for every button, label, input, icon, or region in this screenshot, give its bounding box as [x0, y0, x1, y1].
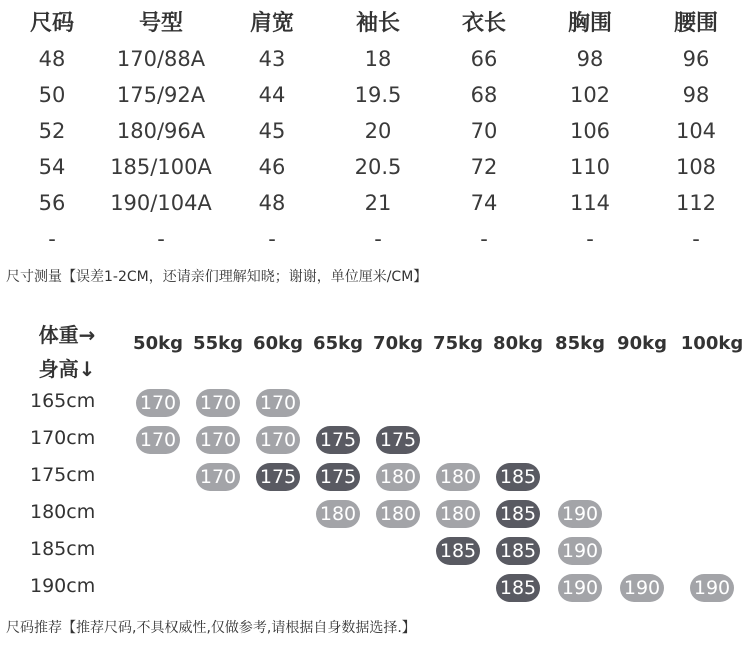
table-cell: 190/104A — [110, 191, 212, 215]
table-cell: 19.5 — [354, 83, 402, 107]
size-table-header — [0, 6, 750, 42]
table-row — [0, 149, 750, 185]
table-cell: 48 — [258, 191, 286, 215]
size-pill: 170 — [196, 389, 240, 417]
size-pill: 190 — [558, 500, 602, 528]
table-cell: 20.5 — [354, 155, 402, 179]
height-label: 170cm — [30, 427, 96, 449]
table-cell: 48 — [38, 47, 66, 71]
table-cell: 44 — [258, 83, 286, 107]
weight-header: 80kg — [493, 333, 543, 354]
height-label: 190cm — [30, 575, 96, 597]
table-cell: 175/92A — [116, 83, 206, 107]
table-cell: - — [268, 227, 276, 251]
table-cell: 180/96A — [116, 119, 206, 143]
table-cell: 112 — [675, 191, 717, 215]
height-label: 185cm — [30, 538, 96, 560]
size-pill: 180 — [436, 500, 480, 528]
table-row — [0, 41, 750, 77]
table-cell: 96 — [682, 47, 710, 71]
table-row — [0, 185, 750, 221]
table-cell: 43 — [258, 47, 286, 71]
size-pill: 175 — [376, 426, 420, 454]
size-pill: 180 — [376, 463, 420, 491]
table-cell: 20 — [364, 119, 392, 143]
table-row — [0, 113, 750, 149]
size-pill: 185 — [436, 537, 480, 565]
table-cell: 46 — [258, 155, 286, 179]
size-pill: 180 — [316, 500, 360, 528]
size-pill: 185 — [496, 500, 540, 528]
size-pill: 190 — [620, 574, 664, 602]
table-cell: 98 — [576, 47, 604, 71]
size-table-note: 尺寸测量【误差1-2CM，还请亲们理解知晓；谢谢，单位厘米/CM】 — [6, 269, 428, 285]
weight-header: 100kg — [680, 333, 744, 354]
table-cell: - — [48, 227, 56, 251]
recommend-note: 尺码推荐【推荐尺码,不具权威性,仅做参考,请根据自身数据选择.】 — [6, 620, 416, 636]
header-spec: 号型 — [138, 11, 183, 36]
weight-header: 85kg — [555, 333, 605, 354]
size-pill: 170 — [136, 426, 180, 454]
table-cell: - — [157, 227, 165, 251]
table-cell: 66 — [470, 47, 498, 71]
size-pill: 170 — [136, 389, 180, 417]
axis-legend — [22, 318, 112, 386]
size-pill: 170 — [196, 463, 240, 491]
table-cell: 98 — [682, 83, 710, 107]
table-cell: - — [480, 227, 488, 251]
table-cell: 102 — [569, 83, 611, 107]
table-row — [0, 221, 750, 257]
weight-header: 60kg — [253, 333, 303, 354]
height-label: 175cm — [30, 464, 96, 486]
table-cell: 21 — [364, 191, 392, 215]
table-cell: 72 — [470, 155, 498, 179]
size-pill: 190 — [558, 537, 602, 565]
height-label: 165cm — [30, 390, 96, 412]
size-pill: 185 — [496, 537, 540, 565]
weight-header: 50kg — [133, 333, 183, 354]
size-pill: 170 — [256, 426, 300, 454]
weight-header: 55kg — [193, 333, 243, 354]
table-cell: 106 — [569, 119, 611, 143]
size-pill: 180 — [376, 500, 420, 528]
table-cell: - — [586, 227, 594, 251]
header-shoulder: 肩宽 — [249, 11, 294, 36]
table-cell: 74 — [470, 191, 498, 215]
size-pill: 175 — [316, 426, 360, 454]
table-cell: 52 — [38, 119, 66, 143]
size-pill: 175 — [316, 463, 360, 491]
weight-header: 75kg — [433, 333, 483, 354]
size-pill: 185 — [496, 574, 540, 602]
size-pill: 180 — [436, 463, 480, 491]
header-waist: 腰围 — [673, 11, 718, 36]
size-pill: 175 — [256, 463, 300, 491]
table-cell: 170/88A — [116, 47, 206, 71]
size-pill: 170 — [196, 426, 240, 454]
axis-weight-label: 体重→ — [38, 323, 96, 347]
header-sleeve: 袖长 — [355, 11, 400, 36]
height-label: 180cm — [30, 501, 96, 523]
weight-header: 90kg — [617, 333, 667, 354]
weight-header: 70kg — [373, 333, 423, 354]
table-cell: - — [692, 227, 700, 251]
axis-height-label: 身高↓ — [38, 357, 96, 381]
table-cell: 50 — [38, 83, 66, 107]
table-cell: 54 — [38, 155, 66, 179]
table-cell: 114 — [569, 191, 611, 215]
table-cell: 108 — [675, 155, 717, 179]
table-cell: 45 — [258, 119, 286, 143]
table-cell: 104 — [675, 119, 717, 143]
size-pill: 190 — [558, 574, 602, 602]
header-size: 尺码 — [29, 11, 74, 36]
table-cell: 185/100A — [110, 155, 212, 179]
table-cell: - — [374, 227, 382, 251]
table-cell: 70 — [470, 119, 498, 143]
table-cell: 56 — [38, 191, 66, 215]
header-chest: 胸围 — [567, 11, 612, 36]
size-pill: 170 — [256, 389, 300, 417]
table-cell: 110 — [569, 155, 611, 179]
table-cell: 68 — [470, 83, 498, 107]
table-row — [0, 77, 750, 113]
size-pill: 185 — [496, 463, 540, 491]
header-length: 衣长 — [461, 11, 506, 36]
weight-header: 65kg — [313, 333, 363, 354]
table-cell: 18 — [364, 47, 392, 71]
size-pill: 190 — [690, 574, 734, 602]
